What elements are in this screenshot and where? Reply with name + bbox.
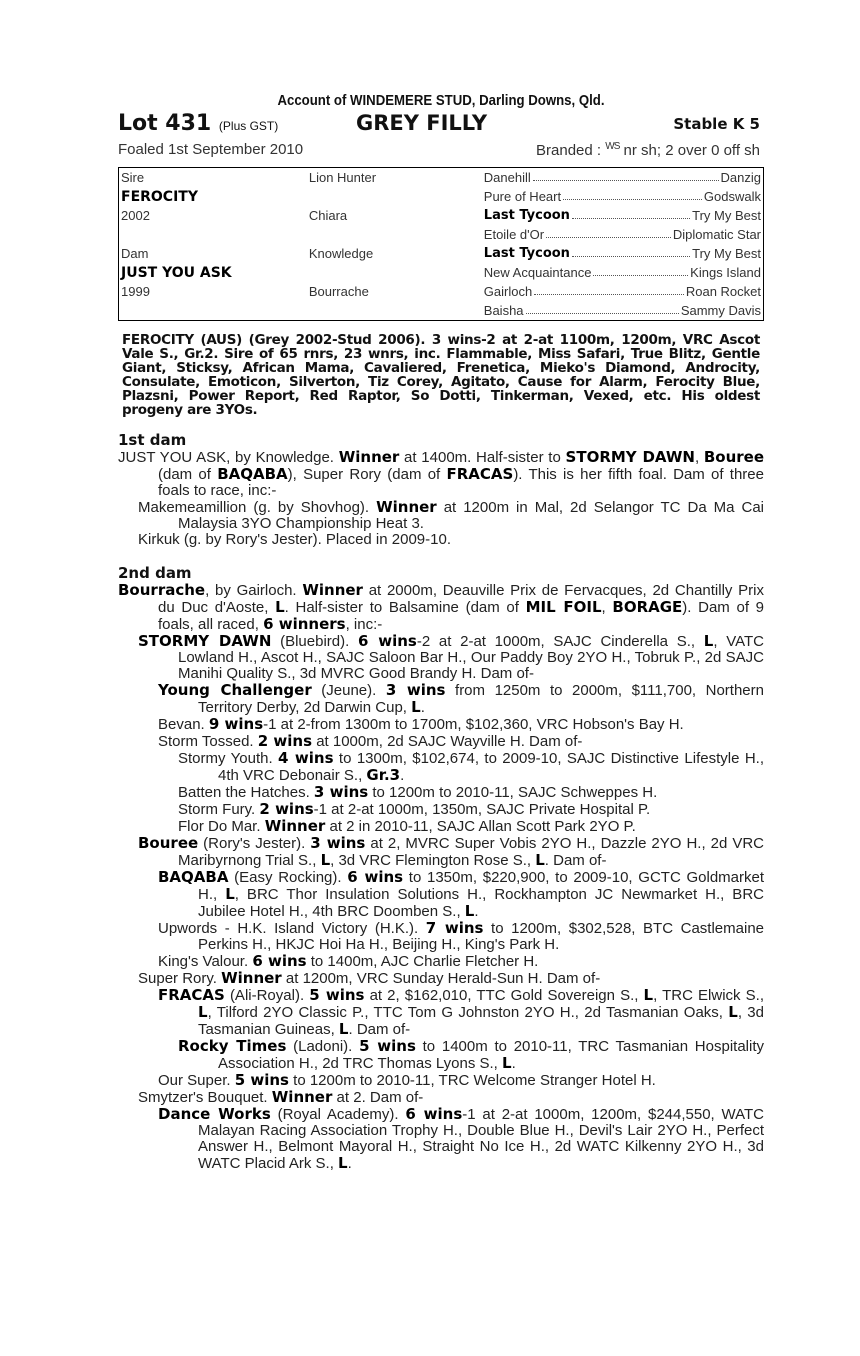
pedigree-gen3-1: [482, 168, 764, 188]
sire-sire: Lion Hunter: [308, 170, 377, 185]
leader-dots: [572, 208, 690, 219]
leader-dots: [593, 265, 688, 276]
sire-summary: FEROCITY (AUS) (Grey 2002-Stud 2006). 3 wins-2 at 2-at 1100m, 1200m, VRC Ascot Vale S., Gr.2. Sire of 65 rnrs, 23 wnrs, inc. Flammable, Miss Safari, True Blitz, Gentle Giant, Sticksy, African Mama, Cavaliered, Frenetica, Mieko's Diamond, Androcity, Consulate, Emoticon, Silverton, Tiz Corey, Agitato, Cause for Alarm, Ferocity Blue, Plazsni, Power Report, Red Raptor, So Dotti, Tinkerman, Vexed, etc. His oldest progeny are 3YOs.: [122, 332, 760, 418]
pedigree-table: [118, 167, 764, 321]
gen3-name: Pure of Heart: [483, 189, 562, 204]
pedigree-paragraph: Super Rory. Winner at 1200m, VRC Sunday Herald-Sun H. Dam of-: [138, 969, 601, 987]
gen3-sire: Godswalk: [703, 189, 761, 204]
lot-meta: [118, 139, 764, 161]
gen3-sire: Try My Best: [692, 246, 761, 261]
pedigree-paragraph: Rocky Times (Ladoni). 5 wins to 1400m to 2010-11, TRC Tasmanian Hospitality Association H., 2d TRC Thomas Lyons S., L.: [178, 1037, 764, 1072]
pedigree-gen3-3: [482, 206, 764, 225]
empty-cell: [307, 263, 482, 282]
pedigree-paragraph: Our Super. 5 wins to 1200m to 2010-11, TRC Welcome Stranger Hotel H.: [158, 1071, 656, 1089]
sire-name: FEROCITY: [121, 188, 198, 205]
empty-cell: [307, 225, 482, 244]
branded-suffix: nr sh; 2 over 0 off sh: [623, 142, 760, 159]
gen3-name: Last Tycoon: [483, 208, 570, 223]
lot-number-text: Lot 431: [118, 111, 212, 136]
empty-cell: [119, 225, 307, 244]
first-dam-section: [118, 449, 764, 548]
gen3-sire: Diplomatic Star: [672, 227, 761, 242]
pedigree-paragraph: STORMY DAWN (Bluebird). 6 wins-2 at 2-at 1000m, SAJC Cinderella S., L, VATC Lowland H., Ascot H., SAJC Saloon Bar H., Our Paddy Boy 2YO H., Tobruk P., 2d SAJC Manihi Quality S., 3d MVRC Good Brandy H. Dam of-: [138, 632, 764, 682]
pedigree-paragraph: Batten the Hatches. 3 wins to 1200m to 2010-11, SAJC Schweppes H.: [178, 783, 658, 801]
pedigree-paragraph: Dance Works (Royal Academy). 6 wins-1 at 2-at 1000m, 1200m, $244,550, WATC Malayan Racing Association Trophy H., Double Blue H., Devil's Lair 2YO H., Perfect Answer H., Belmont Mayoral H., Straight No Ice H., 2d WATC Kilkenny 2YO H., 3d WATC Placid Ark S., L.: [158, 1105, 764, 1172]
pedigree-paragraph: Storm Fury. 2 wins-1 at 2-at 1000m, 1350m, SAJC Private Hospital P.: [178, 800, 651, 818]
empty-cell: [307, 187, 482, 206]
dam-dam: Bourrache: [308, 284, 369, 299]
gen3-sire: Kings Island: [690, 265, 761, 280]
pedigree-paragraph: FRACAS (Ali-Royal). 5 wins at 2, $162,010, TTC Gold Sovereign S., L, TRC Elwick S., L, Tilford 2YO Classic P., TTC Tom G Johnston 2YO H., 2d Tasmanian Oaks, L, 3d Tasmanian Guineas, L. Dam of-: [158, 986, 765, 1038]
pedigree-paragraph: Bevan. 9 wins-1 at 2-from 1300m to 1700m, $102,360, VRC Hobson's Bay H.: [158, 715, 684, 733]
pedigree-paragraph: Upwords - H.K. Island Victory (H.K.). 7 wins to 1200m, $302,528, BTC Castlemaine Perkins H., HKJC Hoi Ha H., Beijing H., King's Park H.: [158, 919, 764, 953]
lot-number: [118, 111, 278, 136]
empty-cell: [307, 301, 482, 321]
leader-dots: [526, 303, 679, 314]
stable-number: Stable K 5: [673, 115, 760, 133]
lot-header: [118, 111, 764, 139]
pedigree-gen3-2: [482, 187, 764, 206]
catalogue-page: [118, 88, 764, 1172]
second-dam-section: [118, 582, 764, 1172]
pedigree-paragraph: Makemeamillion (g. by Shovhog). Winner at 1200m in Mal, 2d Selangor TC Da Ma Cai Malaysia 3YO Championship Heat 3.: [138, 498, 764, 532]
dam-name: JUST YOU ASK: [121, 264, 232, 281]
foaled-date: Foaled 1st September 2010: [118, 141, 304, 158]
pedigree-paragraph: Flor Do Mar. Winner at 2 in 2010-11, SAJC Allan Scott Park 2YO P.: [178, 817, 636, 835]
gen3-sire: Try My Best: [692, 208, 761, 223]
pedigree-paragraph: JUST YOU ASK, by Knowledge. Winner at 1400m. Half-sister to STORMY DAWN, Bouree (dam of BAQABA), Super Rory (dam of FRACAS). This is her fifth foal. Dam of three foals to race, inc:-: [118, 448, 765, 499]
gen3-name: New Acquaintance: [483, 265, 592, 280]
pedigree-paragraph: Bourrache, by Gairloch. Winner at 2000m, Deauville Prix de Fervacques, 2d Chantilly Prix du Duc d'Aoste, L. Half-sister to Balsamine (dam of MIL FOIL, BORAGE). Dam of 9 foals, all raced, 6 winners, inc:-: [118, 581, 764, 633]
dam-sire: Knowledge: [308, 246, 374, 261]
gen3-name: Danehill: [483, 170, 531, 185]
pedigree-paragraph: Smytzer's Bouquet. Winner at 2. Dam of-: [138, 1088, 424, 1106]
leader-dots: [546, 227, 671, 238]
branded-prefix: Branded :: [536, 142, 602, 159]
pedigree-paragraph: BAQABA (Easy Rocking). 6 wins to 1350m, $220,900, to 2009-10, GCTC Goldmarket H., L, BRC Thor Insulation Solutions H., Rockhampton JC Newmarket H., BRC Jubilee Hotel H., 4th BRC Doomben S., L.: [158, 868, 765, 920]
pedigree-gen3-4: [482, 225, 764, 244]
gen3-sire: Danzig: [720, 170, 761, 185]
pedigree-paragraph: Young Challenger (Jeune). 3 wins from 1250m to 2000m, $111,700, Northern Territory Derby, 2d Darwin Cup, L.: [158, 681, 764, 716]
lot-description: GREY FILLY: [356, 111, 488, 135]
sire-year: 2002: [121, 208, 150, 223]
gen3-name: Baisha: [483, 303, 524, 318]
pedigree-paragraph: King's Valour. 6 wins to 1400m, AJC Charlie Fletcher H.: [158, 952, 539, 970]
gen3-name: Gairloch: [483, 284, 533, 299]
pedigree-paragraph: Bouree (Rory's Jester). 3 wins at 2, MVRC Super Vobis 2YO H., Dazzle 2YO H., 2d VRC Maribyrnong Trial S., L, 3d VRC Flemington Rose S., L. Dam of-: [138, 834, 765, 869]
dam-label: Dam: [121, 246, 149, 261]
dam-year: 1999: [121, 284, 150, 299]
second-dam-heading: 2nd dam: [118, 564, 192, 582]
empty-cell: [119, 301, 307, 321]
pedigree-gen3-6: [482, 263, 764, 282]
gen3-name: Etoile d'Or: [483, 227, 545, 242]
first-dam-heading: 1st dam: [118, 431, 187, 449]
lot-gst-note: (Plus GST): [218, 119, 279, 133]
sire-dam: Chiara: [308, 208, 348, 223]
pedigree-gen3-5: [482, 244, 764, 263]
vendor-account: Account of WINDEMERE STUD, Darling Downs, Qld.: [277, 92, 605, 109]
pedigree-paragraph: Kirkuk (g. by Rory's Jester). Placed in 2009-10.: [138, 531, 451, 548]
pedigree-gen3-7: [482, 282, 764, 301]
pedigree-paragraph: Stormy Youth. 4 wins to 1300m, $102,674, to 2009-10, SAJC Distinctive Lifestyle H., 4th VRC Debonair S., Gr.3.: [178, 749, 764, 784]
leader-dots: [534, 284, 684, 295]
sire-label: Sire: [121, 170, 145, 185]
brand-info: [536, 141, 760, 159]
gen3-sire: Roan Rocket: [685, 284, 761, 299]
leader-dots: [572, 246, 690, 257]
gen3-sire: Sammy Davis: [680, 303, 761, 318]
leader-dots: [533, 170, 719, 181]
brand-mark-icon: WS: [605, 141, 620, 152]
gen3-name: Last Tycoon: [483, 246, 570, 261]
pedigree-paragraph: Storm Tossed. 2 wins at 1000m, 2d SAJC Wayville H. Dam of-: [158, 732, 583, 750]
leader-dots: [563, 189, 702, 200]
pedigree-gen3-8: [482, 301, 764, 321]
